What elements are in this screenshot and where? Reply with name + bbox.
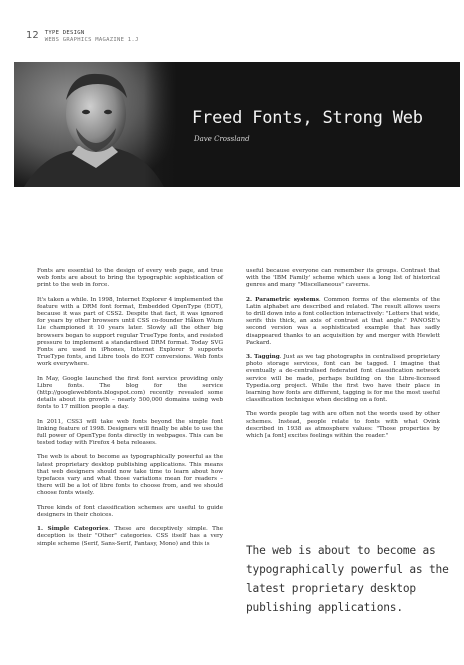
list-item-text: . These are deceptively simple. The deception is their "Other" categories. CSS itself has a very simple scheme (Serif, Sans-Serif, Fantasy, Mono) and this is: [37, 526, 223, 547]
paragraph: In 2011, CSS3 will take web fonts beyond the simple font linking feature of 1998. Designers will finally be able to use the full power of OpenType fonts directly in webpages. This can be tested today with Firefox 4 beta releases.: [37, 418, 223, 447]
paragraph: In May, Google launched the first font service providing only Libre fonts. The blog for the service (http://googlewebfonts.blogspot.com) recently revealed some details about its growth – nearly 500,000 domains using web fonts to 17 million people a day.: [37, 375, 223, 411]
page-number: 12: [26, 30, 39, 41]
paragraph: The web is about to become as typographically powerful as the latest proprietary desktop publishing applications. This means that web designers should now take time to learn about how typefaces vary and what those variations mean for readers – there will be a lot of libre fonts to choose from, and we should choose fonts wisely.: [37, 454, 223, 497]
pull-quote: The web is about to become as typographically powerful as the latest proprietary desktop publishing applications.: [246, 544, 449, 614]
page-header: [26, 30, 139, 44]
paragraph: Three kinds of font classification schemes are useful to guide designers in their choices.: [37, 504, 223, 518]
list-item-lead: 1. Simple Categories: [37, 526, 109, 533]
list-item-text: . Just as we tag photographs in centralised proprietary photo storage services, font can be tagged. I imagine that eventually a de-centralised federated font classification network service will be made, perhaps building on the Libre-licensed Typedia.org project. While the first two have their place in learning how fonts are different, tagging is for me the most useful classification technique when deciding on a font.: [246, 354, 441, 404]
paragraph: The words people tag with are often not the words used by other schemes. Instead, people relate to fonts with what Ovink described in 1938 as atmosphere values: "Those properties by which [a font] excites feelings within the reader.": [246, 411, 440, 440]
section-name: TYPE DESIGN: [44, 30, 85, 36]
section-label: [45, 30, 139, 44]
paragraph: [37, 526, 223, 548]
article-column-right: [246, 268, 440, 447]
paragraph: It's taken a while. In 1998, Internet Explorer 4 implemented the feature with a DRM font format, Embedded OpenType (EOT), because it was part of CSS2. Despite that fact, it was ignored for years by other browsers until CSS co-founder Håkon Wium Lie championed it 10 years later. Slowly all the other big browsers began to support regular TrueType fonts, and resisted pressure to implement a standardised DRM format. Today SVG Fonts are used in iPhones, Internet Explorer 9 supports TrueType fonts, and Libre tools do EOT conversions. Web fonts work everywhere.: [37, 296, 223, 368]
paragraph: [246, 297, 440, 347]
paragraph: [246, 354, 440, 404]
author-photo: [14, 62, 177, 187]
paragraph: Fonts are essential to the design of every web page, and true web fonts are about to bring the typographic sophistication of print to the web in force.: [37, 268, 223, 289]
list-item-lead: 3. Tagging: [246, 354, 280, 361]
title-banner: [14, 62, 460, 187]
magazine-name: WEBS GRAPHICS MAGAZINE 1.J: [44, 37, 139, 43]
author-byline: Dave Crossland: [194, 135, 250, 143]
paragraph: useful because everyone can remember its groups. Contrast that with the 'IBM Family' scheme which uses a long list of historical genres and many "Miscellaneous" caverns.: [246, 268, 440, 289]
article-title: Freed Fonts, Strong Web: [192, 108, 423, 128]
list-item-lead: 2. Parametric systems: [246, 296, 319, 303]
list-item-text: . Common forms of the elements of the Latin alphabet are described and related. The result allows users to drill down into a font collection interactively: "Letters that wide, serifs this thick, an axis of contrast at that angle." PANOSE's second version was a sophisticated example that has sadly disappeared thanks to an acquisition by and merger with Hewlett Packard.: [246, 296, 440, 346]
article-column-left: [37, 268, 223, 555]
